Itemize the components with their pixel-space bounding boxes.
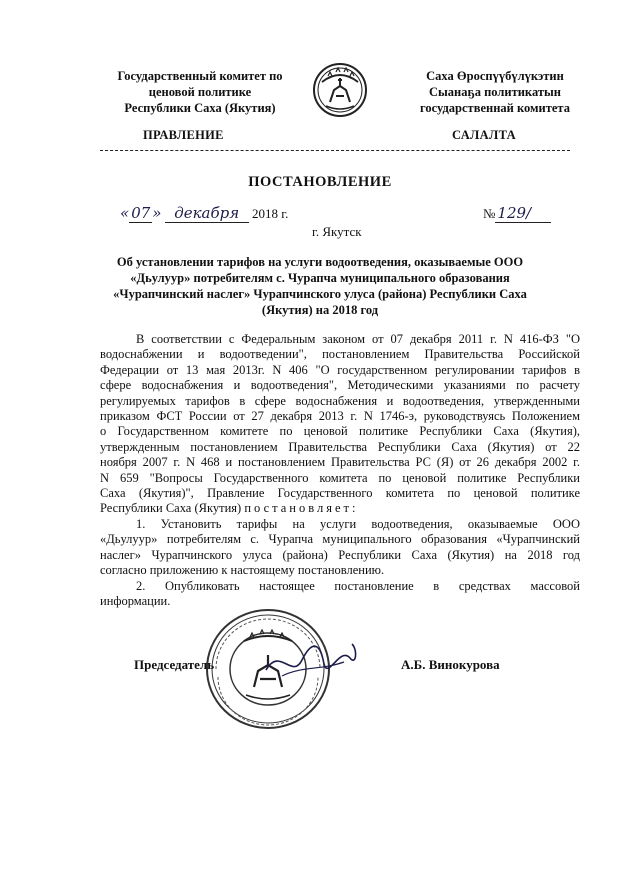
board-label-ru: ПРАВЛЕНИЕ: [143, 128, 224, 142]
body-line: Саха (Якутия)", Правление Государственного комитета по ценовой политике: [100, 486, 580, 501]
header-right-line: государственнай комитета: [420, 101, 570, 115]
coat-of-arms-emblem: [312, 60, 368, 120]
header-right-org: [390, 68, 600, 116]
date-quote-open: «: [120, 204, 130, 222]
body-line: о Государственном комитете по ценовой политике Республики Саха (Якутия),: [100, 424, 580, 439]
resolves-word: постановляет:: [244, 501, 359, 516]
board-label-sakha: САЛАЛТА: [452, 128, 516, 142]
document-number: [483, 204, 551, 223]
body-line: В соответствии с Федеральным законом от 07 декабря 2011 г. N 416-ФЗ "О: [136, 332, 580, 346]
item2-line: 2. Опубликовать настоящее постановление в средствах массовой: [136, 578, 580, 593]
subject-line: «Чурапчинский наслег» Чурапчинского улуса (района) Республики Саха: [113, 287, 527, 301]
header-left-line: Государственный комитет по: [117, 69, 283, 83]
document-date: [120, 204, 288, 223]
date-quote-close: »: [152, 204, 162, 222]
signer-name: А.Б. Винокурова: [401, 657, 500, 672]
preamble-end: Республики Саха (Якутия): [100, 501, 242, 516]
subject-line: «Дьулуур» потребителям с. Чурапча муниципального образования: [130, 271, 510, 285]
subject-line: Об установлении тарифов на услуги водоотведения, оказываемые ООО: [116, 255, 524, 269]
header-left-line: Республики Саха (Якутия): [124, 101, 276, 115]
header-right-line: Сыанаҕа политикатын: [429, 85, 561, 99]
document-subject: [105, 254, 535, 318]
body-line: утвержденным постановлением Правительства Республики Саха (Якутия) от 22: [100, 439, 580, 454]
header-left-line: ценовой политике: [148, 85, 252, 99]
document-body: [100, 332, 580, 609]
signer-title: Председатель: [134, 657, 215, 672]
number-sign: №: [483, 206, 496, 221]
number-value: 129/: [495, 204, 551, 223]
body-line: Федерации от 13 мая 2013г. N 406 "О государственном регулировании тарифов в: [100, 362, 580, 377]
body-line: водоснабжении и водоотведении", постановлением Правительства Российской: [100, 347, 580, 362]
body-line: сфере водоснабжения и водоотведения", Методическими указаниями по расчету: [100, 378, 580, 393]
date-day: 07: [131, 204, 151, 222]
item1-line: 1. Установить тарифы на услуги водоотведения, оказываемые ООО: [136, 516, 580, 531]
item1-line: согласно приложению к настоящему постановлению.: [100, 563, 385, 578]
date-year: 2018 г.: [251, 206, 289, 221]
header-right-line: Саха Өроспүүбүлүкэтин: [426, 69, 564, 83]
body-line: ноября 2007 г. N 468 и постановлением Правительства РС (Я) от 26 декабря 2002 г.: [100, 455, 580, 470]
item2-line: информации.: [100, 593, 171, 608]
header-left-org: [95, 68, 305, 116]
document-type-title: ПОСТАНОВЛЕНИЕ: [248, 174, 392, 190]
body-line: регулируемых тарифов в сфере водоснабжения и водоотведения, утвержденными: [100, 393, 580, 408]
body-line: N 659 "Вопросы Государственного комитета по ценовой политике Республики: [100, 470, 580, 485]
date-month: декабря: [165, 204, 249, 223]
subject-line: (Якутия) на 2018 год: [261, 303, 379, 317]
document-city: г. Якутск: [312, 224, 362, 239]
handwritten-signature: [262, 636, 362, 686]
item1-line: наслег» Чурапчинского улуса (района) Республики Саха (Якутия) на 2018 год: [100, 547, 580, 562]
item1-line: «Дьулуур» потребителям с. Чурапча муниципального образования «Чурапчинский: [100, 532, 580, 547]
body-line: приказом ФСТ России от 27 декабря 2013 г. N 1746-э, руководствуясь Положением: [100, 409, 580, 424]
body-line-resolves: [100, 501, 580, 516]
header-divider: [100, 150, 570, 151]
